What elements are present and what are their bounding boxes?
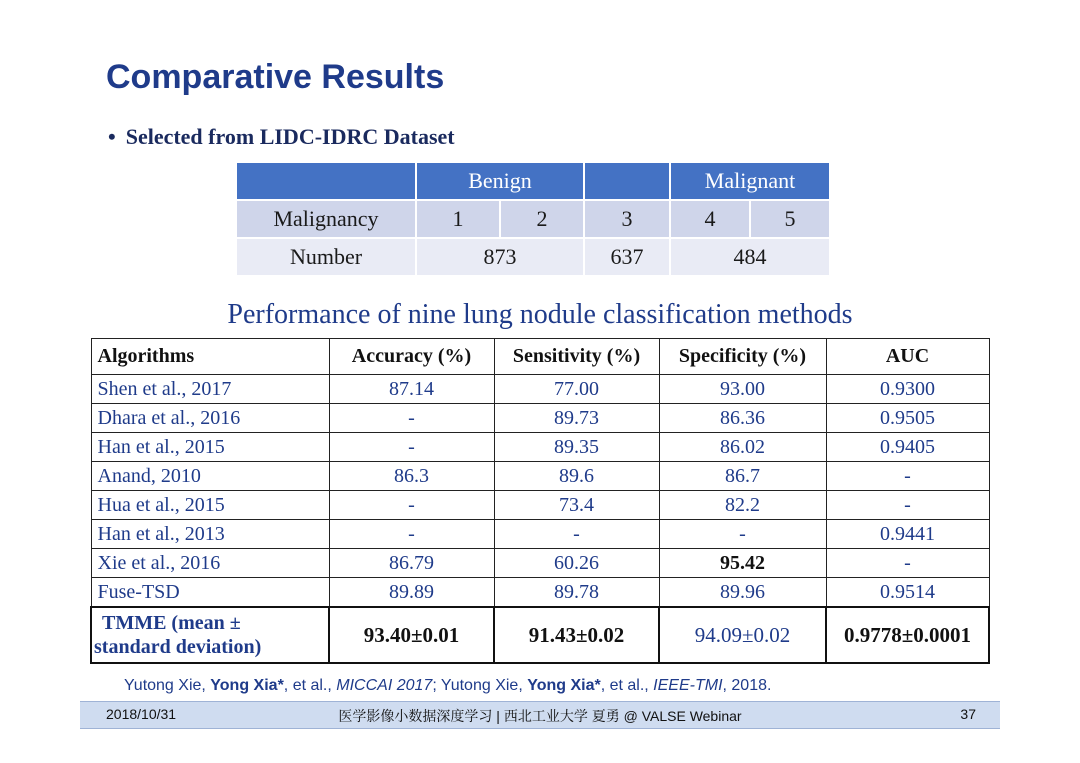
specificity-cell: 82.2: [659, 491, 826, 520]
auc-cell: 0.9505: [826, 404, 989, 433]
table-row: [236, 200, 830, 238]
algorithm-cell: Fuse-TSD: [91, 578, 329, 608]
page-number: 37: [960, 706, 976, 722]
auc-cell: 0.9441: [826, 520, 989, 549]
tmme-auc-cell: 0.9778±0.0001: [826, 607, 989, 663]
bullet-point: [108, 124, 455, 150]
column-header: Sensitivity (%): [494, 339, 659, 375]
citation: [124, 677, 771, 695]
tmme-sensitivity-cell: 91.43±0.02: [494, 607, 659, 663]
sensitivity-cell: 60.26: [494, 549, 659, 578]
table-row: [91, 433, 989, 462]
mid-count: 637: [584, 238, 670, 276]
specificity-cell: 89.96: [659, 578, 826, 608]
auc-cell: 0.9405: [826, 433, 989, 462]
tmme-name-line2: standard deviation): [94, 636, 262, 658]
level-cell: 2: [500, 200, 584, 238]
citation-text: ; Yutong Xie,: [432, 677, 528, 694]
citation-text: , 2018.: [722, 677, 772, 694]
accuracy-cell: -: [329, 404, 494, 433]
auc-cell: -: [826, 462, 989, 491]
algorithm-cell: Dhara et al., 2016: [91, 404, 329, 433]
sensitivity-cell: 77.00: [494, 375, 659, 404]
sensitivity-cell: -: [494, 520, 659, 549]
specificity-cell: 93.00: [659, 375, 826, 404]
sensitivity-cell: 89.78: [494, 578, 659, 608]
tmme-specificity-cell: 94.09±0.02: [659, 607, 826, 663]
auc-cell: 0.9300: [826, 375, 989, 404]
citation-text: , et al.,: [283, 677, 337, 694]
table-row: [236, 162, 830, 200]
specificity-cell: 86.36: [659, 404, 826, 433]
column-header: AUC: [826, 339, 989, 375]
auc-cell: -: [826, 491, 989, 520]
citation-author-bold: Yong Xia*: [210, 677, 284, 694]
malignancy-label: Malignancy: [236, 200, 416, 238]
footer-date: 2018/10/31: [106, 706, 177, 722]
column-header: Accuracy (%): [329, 339, 494, 375]
level-cell: 1: [416, 200, 500, 238]
level-cell: 4: [670, 200, 750, 238]
header-cell-empty: [236, 162, 416, 200]
slide-footer: [80, 701, 1000, 729]
algorithm-cell: Hua et al., 2015: [91, 491, 329, 520]
tmme-algorithm-cell: [91, 607, 329, 663]
specificity-cell: 86.7: [659, 462, 826, 491]
performance-table-title: Performance of nine lung nodule classification methods: [227, 299, 853, 330]
bullet-text: Selected from LIDC-IDRC Dataset: [125, 124, 455, 149]
level-cell: 3: [584, 200, 670, 238]
algorithm-cell: Anand, 2010: [91, 462, 329, 491]
table-row: [91, 462, 989, 491]
table-row: [91, 404, 989, 433]
header-cell-empty: [584, 162, 670, 200]
table-row: [91, 520, 989, 549]
citation-author-bold: Yong Xia*: [527, 677, 601, 694]
table-header-row: [91, 339, 989, 375]
accuracy-cell: 86.79: [329, 549, 494, 578]
sensitivity-cell: 89.73: [494, 404, 659, 433]
header-cell-benign: Benign: [416, 162, 584, 200]
tmme-accuracy-cell: 93.40±0.01: [329, 607, 494, 663]
algorithm-cell: Han et al., 2013: [91, 520, 329, 549]
algorithm-cell: Han et al., 2015: [91, 433, 329, 462]
citation-text: , et al.,: [600, 677, 654, 694]
algorithm-cell: Xie et al., 2016: [91, 549, 329, 578]
accuracy-cell: -: [329, 520, 494, 549]
sensitivity-cell: 89.6: [494, 462, 659, 491]
malignant-count: 484: [670, 238, 830, 276]
sensitivity-cell: 89.35: [494, 433, 659, 462]
accuracy-cell: -: [329, 433, 494, 462]
table-row: [236, 238, 830, 276]
auc-cell: -: [826, 549, 989, 578]
tmme-name-line1: TMME (mean ±: [102, 612, 241, 634]
accuracy-cell: 86.3: [329, 462, 494, 491]
citation-text: Yutong Xie,: [124, 677, 211, 694]
accuracy-cell: -: [329, 491, 494, 520]
malignancy-distribution-table: [235, 161, 831, 277]
column-header: Algorithms: [91, 339, 329, 375]
footer-center-text: 医学影像小数据深度学习 | 西北工业大学 夏勇 @ VALSE Webinar: [338, 708, 742, 724]
number-label: Number: [236, 238, 416, 276]
bullet-icon: •: [108, 124, 116, 149]
header-cell-malignant: Malignant: [670, 162, 830, 200]
citation-venue: MICCAI 2017: [336, 677, 433, 694]
column-header: Specificity (%): [659, 339, 826, 375]
specificity-cell-best: 95.42: [659, 549, 826, 578]
table-row: [91, 578, 989, 608]
specificity-cell: -: [659, 520, 826, 549]
specificity-cell: 86.02: [659, 433, 826, 462]
auc-cell: 0.9514: [826, 578, 989, 608]
table-row: [91, 491, 989, 520]
citation-venue: IEEE-TMI: [653, 677, 723, 694]
benign-count: 873: [416, 238, 584, 276]
level-cell: 5: [750, 200, 830, 238]
accuracy-cell: 87.14: [329, 375, 494, 404]
accuracy-cell: 89.89: [329, 578, 494, 608]
table-row: [91, 549, 989, 578]
sensitivity-cell: 73.4: [494, 491, 659, 520]
slide-title: Comparative Results: [106, 58, 445, 96]
tmme-row: [91, 607, 989, 663]
algorithm-cell: Shen et al., 2017: [91, 375, 329, 404]
performance-table: [90, 338, 990, 664]
table-row: [91, 375, 989, 404]
